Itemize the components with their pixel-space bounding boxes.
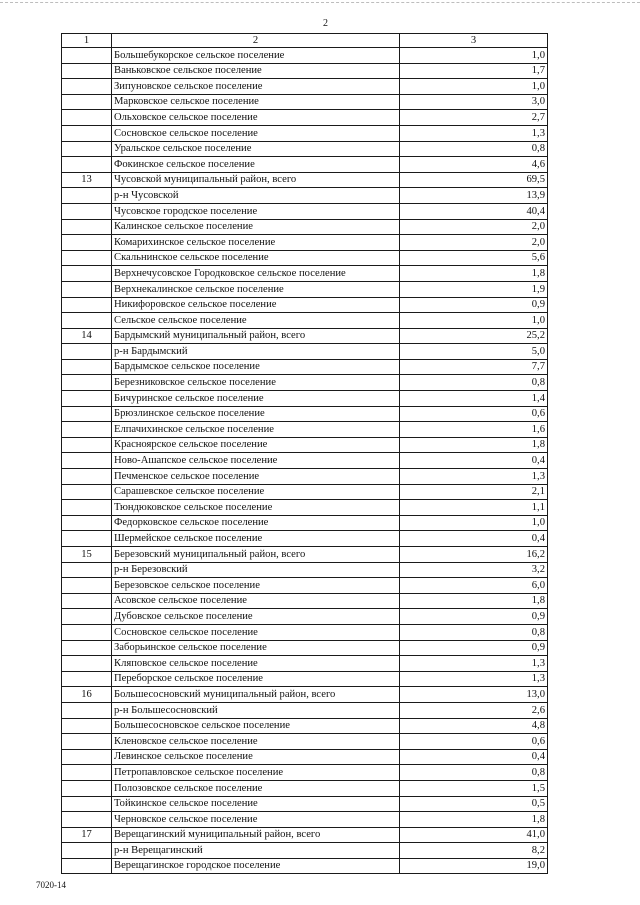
row-value-cell: 0,4 [400,749,548,765]
row-value-cell: 2,7 [400,110,548,126]
row-number-cell [62,141,112,157]
row-number-cell [62,796,112,812]
table-row [62,531,548,547]
table-row [62,515,548,531]
table-row [62,593,548,609]
table-row [62,484,548,500]
row-number-cell: 13 [62,172,112,188]
table-row [62,687,548,703]
row-value-cell: 2,0 [400,235,548,251]
row-value-cell: 0,5 [400,796,548,812]
table-row [62,609,548,625]
table-row [62,780,548,796]
row-name-cell: Зипуновское сельское поселение [112,79,400,95]
row-value-cell: 19,0 [400,858,548,874]
row-number-cell [62,375,112,391]
table-row [62,313,548,329]
table-row [62,110,548,126]
table-row [62,749,548,765]
row-number-cell [62,297,112,313]
row-number-cell [62,578,112,594]
row-name-cell: Брюзлинское сельское поселение [112,406,400,422]
table-row [62,94,548,110]
row-name-cell: Сосновское сельское поселение [112,624,400,640]
table-row [62,671,548,687]
row-number-cell [62,48,112,64]
row-name-cell: Тюндюковское сельское поселение [112,500,400,516]
row-value-cell: 1,3 [400,469,548,485]
row-number-cell [62,780,112,796]
row-number-cell [62,94,112,110]
row-number-cell [62,219,112,235]
table-row [62,500,548,516]
row-name-cell: Петропавловское сельское поселение [112,765,400,781]
table-row [62,391,548,407]
row-name-cell: Сарашевское сельское поселение [112,484,400,500]
row-name-cell: Березовское сельское поселение [112,578,400,594]
table-row [62,188,548,204]
row-number-cell: 17 [62,827,112,843]
table-row [62,547,548,563]
table-row [62,578,548,594]
row-number-cell [62,437,112,453]
table-row [62,422,548,438]
table-row [62,562,548,578]
row-name-cell: Шермейское сельское поселение [112,531,400,547]
row-number-cell [62,749,112,765]
row-number-cell [62,313,112,329]
row-number-cell [62,203,112,219]
row-name-cell: Большебукорское сельское поселение [112,48,400,64]
row-name-cell: Ново-Ашапское сельское поселение [112,453,400,469]
row-name-cell: Печменское сельское поселение [112,469,400,485]
row-number-cell [62,250,112,266]
row-number-cell [62,843,112,859]
row-value-cell: 1,8 [400,266,548,282]
row-name-cell: Ваньковское сельское поселение [112,63,400,79]
row-name-cell: р-н Большесосновский [112,702,400,718]
table-row [62,702,548,718]
row-name-cell: Тойкинское сельское поселение [112,796,400,812]
row-value-cell: 41,0 [400,827,548,843]
row-value-cell: 69,5 [400,172,548,188]
row-value-cell: 1,0 [400,48,548,64]
row-value-cell: 1,0 [400,313,548,329]
row-value-cell: 1,8 [400,812,548,828]
table-row [62,843,548,859]
table-row [62,406,548,422]
row-value-cell: 2,0 [400,219,548,235]
row-number-cell [62,110,112,126]
row-name-cell: Сосновское сельское поселение [112,125,400,141]
header-col-3: 3 [400,34,548,48]
table-row [62,219,548,235]
row-number-cell: 16 [62,687,112,703]
row-name-cell: р-н Бардымский [112,344,400,360]
row-value-cell: 0,8 [400,765,548,781]
row-name-cell: Полозовское сельское поселение [112,780,400,796]
page-number: 2 [323,18,328,29]
row-value-cell: 0,9 [400,609,548,625]
row-name-cell: р-н Чусовской [112,188,400,204]
table-row [62,344,548,360]
row-number-cell [62,593,112,609]
row-name-cell: Красноярское сельское поселение [112,437,400,453]
table-row [62,656,548,672]
row-value-cell: 1,6 [400,422,548,438]
row-name-cell: Уральское сельское поселение [112,141,400,157]
row-number-cell [62,484,112,500]
table-row [62,375,548,391]
row-value-cell: 16,2 [400,547,548,563]
row-number-cell [62,453,112,469]
row-name-cell: Переборское сельское поселение [112,671,400,687]
row-value-cell: 5,0 [400,344,548,360]
row-value-cell: 0,8 [400,624,548,640]
row-number-cell [62,359,112,375]
row-number-cell [62,640,112,656]
row-value-cell: 1,3 [400,671,548,687]
row-value-cell: 25,2 [400,328,548,344]
row-name-cell: Березниковское сельское поселение [112,375,400,391]
row-value-cell: 4,8 [400,718,548,734]
row-name-cell: Чусовское городское поселение [112,203,400,219]
row-value-cell: 13,0 [400,687,548,703]
row-value-cell: 2,1 [400,484,548,500]
row-name-cell: Верхнекалинское сельское поселение [112,281,400,297]
row-number-cell [62,79,112,95]
header-col-1: 1 [62,34,112,48]
row-value-cell: 6,0 [400,578,548,594]
row-name-cell: р-н Березовский [112,562,400,578]
table-row [62,858,548,874]
row-name-cell: Бардымский муниципальный район, всего [112,328,400,344]
table-row [62,172,548,188]
table-row [62,79,548,95]
row-name-cell: Дубовское сельское поселение [112,609,400,625]
row-number-cell [62,562,112,578]
row-value-cell: 0,4 [400,453,548,469]
row-name-cell: Верхнечусовское Городковское сельское поселение [112,266,400,282]
row-name-cell: Верещагинский муниципальный район, всего [112,827,400,843]
table-row [62,235,548,251]
row-name-cell: Чусовской муниципальный район, всего [112,172,400,188]
table-row [62,48,548,64]
row-name-cell: Калинское сельское поселение [112,219,400,235]
row-value-cell: 4,6 [400,157,548,173]
row-number-cell [62,63,112,79]
table-row [62,157,548,173]
row-name-cell: Большесосновский муниципальный район, всего [112,687,400,703]
table-row [62,765,548,781]
row-value-cell: 0,4 [400,531,548,547]
row-name-cell: Кленовское сельское поселение [112,734,400,750]
row-number-cell [62,469,112,485]
row-value-cell: 2,6 [400,702,548,718]
table-row [62,437,548,453]
table-row [62,359,548,375]
row-number-cell [62,515,112,531]
row-number-cell [62,281,112,297]
row-value-cell: 1,7 [400,63,548,79]
row-value-cell: 1,3 [400,125,548,141]
row-value-cell: 1,8 [400,437,548,453]
table-row [62,203,548,219]
table-row [62,796,548,812]
row-value-cell: 1,0 [400,515,548,531]
row-value-cell: 1,9 [400,281,548,297]
row-number-cell [62,531,112,547]
row-number-cell [62,858,112,874]
table-row [62,297,548,313]
table-row [62,624,548,640]
row-name-cell: Березовский муниципальный район, всего [112,547,400,563]
row-value-cell: 1,5 [400,780,548,796]
row-value-cell: 1,8 [400,593,548,609]
row-number-cell [62,702,112,718]
row-number-cell [62,406,112,422]
row-name-cell: Верещагинское городское поселение [112,858,400,874]
row-value-cell: 5,6 [400,250,548,266]
page-top-rule [0,2,640,3]
row-number-cell [62,266,112,282]
row-value-cell: 0,8 [400,375,548,391]
table-row [62,250,548,266]
row-value-cell: 8,2 [400,843,548,859]
table-row [62,827,548,843]
row-name-cell: Фокинское сельское поселение [112,157,400,173]
row-value-cell: 0,9 [400,297,548,313]
row-value-cell: 7,7 [400,359,548,375]
table-row [62,469,548,485]
row-name-cell: Марковское сельское поселение [112,94,400,110]
row-name-cell: Скальнинское сельское поселение [112,250,400,266]
row-value-cell: 0,6 [400,406,548,422]
row-name-cell: Сельское сельское поселение [112,313,400,329]
row-value-cell: 3,2 [400,562,548,578]
table-row [62,812,548,828]
row-name-cell: Асовское сельское поселение [112,593,400,609]
row-name-cell: р-н Верещагинский [112,843,400,859]
row-value-cell: 13,9 [400,188,548,204]
row-name-cell: Елпачихинское сельское поселение [112,422,400,438]
table-row [62,718,548,734]
row-number-cell: 15 [62,547,112,563]
header-col-2: 2 [112,34,400,48]
allocation-table [61,33,548,874]
row-number-cell [62,765,112,781]
row-name-cell: Ольховское сельское поселение [112,110,400,126]
row-number-cell [62,624,112,640]
row-number-cell [62,157,112,173]
row-value-cell: 1,3 [400,656,548,672]
row-name-cell: Федорковское сельское поселение [112,515,400,531]
row-number-cell [62,718,112,734]
document-code: 7020-14 [36,880,66,890]
row-value-cell: 1,0 [400,79,548,95]
table-row [62,266,548,282]
row-number-cell [62,500,112,516]
row-name-cell: Бардымское сельское поселение [112,359,400,375]
row-name-cell: Черновское сельское поселение [112,812,400,828]
row-value-cell: 0,6 [400,734,548,750]
row-value-cell: 40,4 [400,203,548,219]
row-name-cell: Комарихинское сельское поселение [112,235,400,251]
row-value-cell: 3,0 [400,94,548,110]
row-number-cell [62,344,112,360]
row-name-cell: Левинское сельское поселение [112,749,400,765]
row-number-cell [62,422,112,438]
table-row [62,141,548,157]
table-row [62,328,548,344]
row-value-cell: 0,9 [400,640,548,656]
row-number-cell [62,391,112,407]
row-name-cell: Заборьинское сельское поселение [112,640,400,656]
row-number-cell [62,812,112,828]
table-body [62,34,548,874]
table-header-row [62,34,548,48]
row-number-cell: 14 [62,328,112,344]
table-row [62,125,548,141]
row-value-cell: 1,4 [400,391,548,407]
row-number-cell [62,188,112,204]
row-number-cell [62,125,112,141]
row-number-cell [62,734,112,750]
row-value-cell: 1,1 [400,500,548,516]
table-row [62,281,548,297]
table-row [62,640,548,656]
row-name-cell: Большесосновское сельское поселение [112,718,400,734]
row-name-cell: Кляповское сельское поселение [112,656,400,672]
row-name-cell: Бичуринское сельское поселение [112,391,400,407]
table-row [62,63,548,79]
row-number-cell [62,609,112,625]
table-row [62,453,548,469]
table-row [62,734,548,750]
row-number-cell [62,235,112,251]
row-name-cell: Никифоровское сельское поселение [112,297,400,313]
row-number-cell [62,671,112,687]
row-value-cell: 0,8 [400,141,548,157]
row-number-cell [62,656,112,672]
